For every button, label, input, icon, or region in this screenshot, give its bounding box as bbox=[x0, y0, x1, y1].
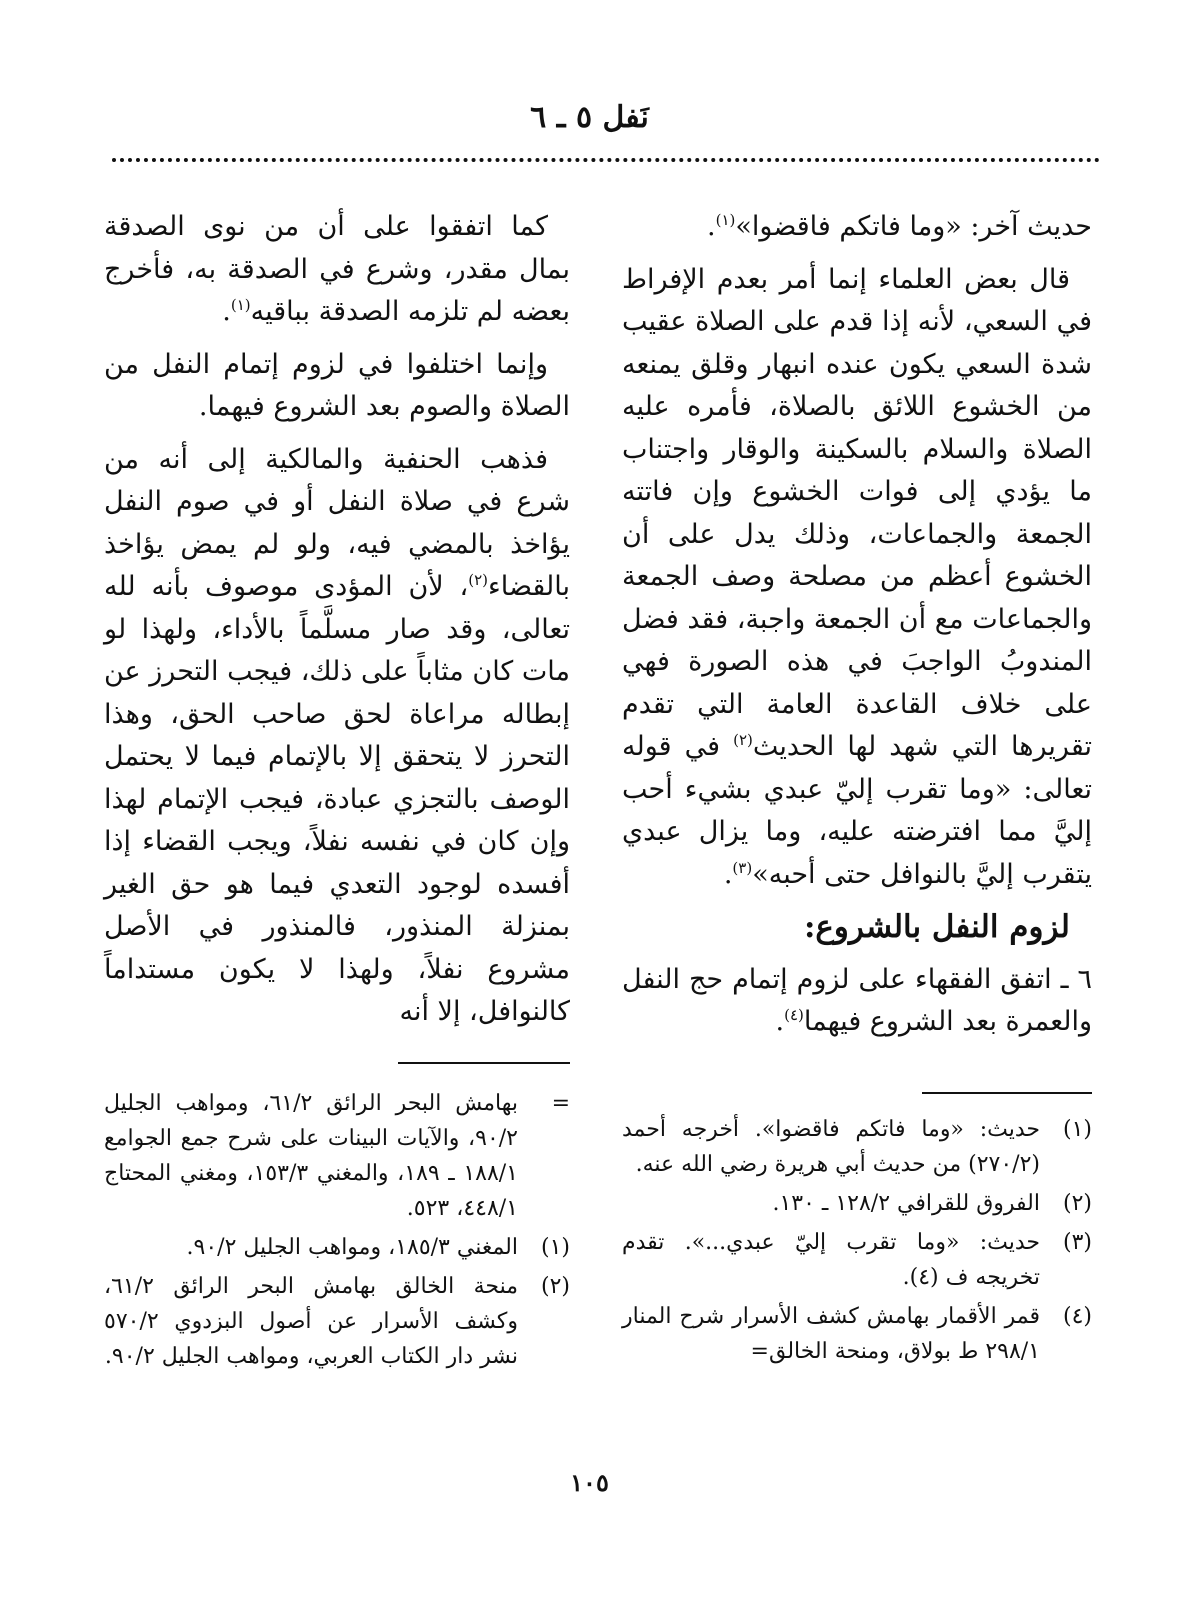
footnote-separator bbox=[398, 1062, 570, 1064]
footnote-ref: (٣) bbox=[732, 858, 753, 877]
paragraph bbox=[104, 206, 570, 334]
paragraph: وإنما اختلفوا في لزوم إتمام النفل من الصلاة والصوم بعد الشروع فيهما. bbox=[104, 348, 570, 422]
footnote-text: المغني ١٨٥/٣، ومواهب الجليل ٩٠/٢. bbox=[186, 1235, 518, 1260]
footnotes-right bbox=[622, 1112, 1092, 1373]
paragraph-end: . bbox=[775, 1006, 785, 1037]
paragraph bbox=[622, 259, 1092, 897]
left-column bbox=[104, 206, 570, 1044]
footnote-text: الفروق للقرافي ١٢٨/٢ ـ ١٣٠. bbox=[772, 1191, 1040, 1216]
header-dotted-rule bbox=[112, 158, 1100, 162]
footnote-ref: (٢) bbox=[733, 731, 753, 749]
footnote-text: قمر الأقمار بهامش كشف الأسرار شرح المنار ٢٩٨/١ ط بولاق، ومنحة الخالق= bbox=[622, 1304, 1040, 1364]
footnote-number: (٢) bbox=[540, 1274, 570, 1299]
paragraph-text: فذهب الحنفية والمالكية إلى أنه من شرع في صلاة النفل أو في صوم النفل يؤاخذ بالمضي فيه، ولو لم يمض يؤاخذ بالقضاء bbox=[104, 443, 570, 602]
paragraph-end: . bbox=[723, 858, 733, 890]
footnote-number: = bbox=[551, 1091, 570, 1116]
section-heading: لزوم النفل بالشروع: bbox=[803, 909, 1070, 945]
footnote bbox=[104, 1086, 570, 1226]
footnote bbox=[622, 1112, 1092, 1182]
paragraph-text: في قوله تعالى: «وما تقرب إليّ عبدي بشيء أحب إليَّ مما افترضته عليه، وما يزال عبدي يتقرب إليَّ بالنوافل حتى أحبه» bbox=[622, 731, 1092, 890]
paragraph-end: . bbox=[222, 296, 231, 327]
footnote-number: (٤) bbox=[1062, 1304, 1092, 1329]
page-header-title: نَفل ٥ ـ ٦ bbox=[530, 100, 649, 135]
footnotes-left bbox=[104, 1086, 570, 1378]
footnote-text: بهامش البحر الرائق ٦١/٢، ومواهب الجليل ٩٠/٢، والآيات البينات على شرح جمع الجوامع ١٨٨/١ ـ ١٨٩، والمغني ١٥٣/٣، ومغني المحتاج ٤٤٨/١، ٥٢٣. bbox=[104, 1091, 519, 1221]
footnote bbox=[622, 1299, 1092, 1369]
footnote-text: منحة الخالق بهامش البحر الرائق ٦١/٢، وكشف الأسرار عن أصول البزدوي ٥٧٠/٢ نشر دار الكتاب العربي، ومواهب الجليل ٩٠/٢. bbox=[104, 1274, 518, 1369]
footnote-separator bbox=[922, 1092, 1092, 1094]
right-column bbox=[622, 206, 1092, 1054]
footnote-number: (٣) bbox=[1062, 1230, 1092, 1255]
paragraph-text: حديث آخر: «وما فاتكم فاقضوا» bbox=[735, 211, 1092, 242]
footnote-ref: (١) bbox=[715, 211, 736, 229]
footnote-ref: (٢) bbox=[468, 571, 489, 589]
footnote bbox=[104, 1230, 570, 1265]
paragraph-text: ٦ ـ اتفق الفقهاء على لزوم إتمام حج النفل والعمرة بعد الشروع فيهما bbox=[622, 963, 1092, 1037]
footnote-ref: (١) bbox=[230, 296, 251, 314]
paragraph-text: كما اتفقوا على أن من نوى الصدقة بمال مقدر، وشرع في الصدقة به، فأخرج بعضه لم تلزمه الصدقة بباقيه bbox=[104, 211, 570, 327]
footnote-number: (٢) bbox=[1062, 1191, 1092, 1216]
footnote-text: حديث: «وما فاتكم فاقضوا». أخرجه أحمد (٢٧٠/٢) من حديث أبي هريرة رضي الله عنه. bbox=[622, 1117, 1040, 1177]
footnote-number: (١) bbox=[540, 1235, 570, 1260]
paragraph bbox=[104, 439, 570, 1034]
footnote-text: حديث: «وما تقرب إليّ عبدي...». تقدم تخريجه ف (٤). bbox=[622, 1230, 1040, 1290]
paragraph-text: ، لأن المؤدى موصوف بأنه لله تعالى، وقد صار مسلَّماً بالأداء، ولهذا لو مات كان مثاباً على ذلك، فيجب التحرز عن إبطاله مراعاة لحق صاحب الحق، وهذا التحرز لا يتحقق إلا بالإتمام فيما لا يحتمل الوصف بالتجزي عبادة، فيجب الإتمام لهذا وإن كان في نفسه نفلاً، ويجب القضاء إذا أفسده لوجود التعدي فيما هو حق الغير بمنزلة المنذور، فالمنذور في الأصل مشروع نفلاً، ولهذا لا يكون مستداماً كالنوافل، إلا أنه bbox=[104, 571, 570, 1027]
footnote bbox=[622, 1225, 1092, 1295]
paragraph bbox=[622, 959, 1092, 1044]
paragraph bbox=[622, 206, 1092, 249]
footnote-ref: (٤) bbox=[784, 1006, 804, 1024]
footnote bbox=[104, 1269, 570, 1374]
paragraph-text: قال بعض العلماء إنما أمر بعدم الإفراط في السعي، لأنه إذا قدم على الصلاة عقيب شدة السعي يكون عنده انبهار وقلق يمنعه من الخشوع اللائق بالصلاة، فأمره عليه الصلاة والسلام بالسكينة والوقار واجتناب ما يؤدي إلى فوات الخشوع وإن فاتته الجمعة والجماعات، وذلك يدل على أن الخشوع أعظم من مصلحة وصف الجمعة والجماعات مع أن الجمعة واجبة، فقد فضل المندوبُ الواجبَ في هذه الصورة فهي على خلاف القاعدة العامة التي تقدم تقريرها التي شهد لها الحديث bbox=[622, 263, 1092, 762]
page-number: ١٠٥ bbox=[570, 1468, 609, 1497]
footnote-number: (١) bbox=[1062, 1117, 1092, 1142]
footnote bbox=[622, 1186, 1092, 1221]
paragraph-end: . bbox=[707, 211, 716, 242]
